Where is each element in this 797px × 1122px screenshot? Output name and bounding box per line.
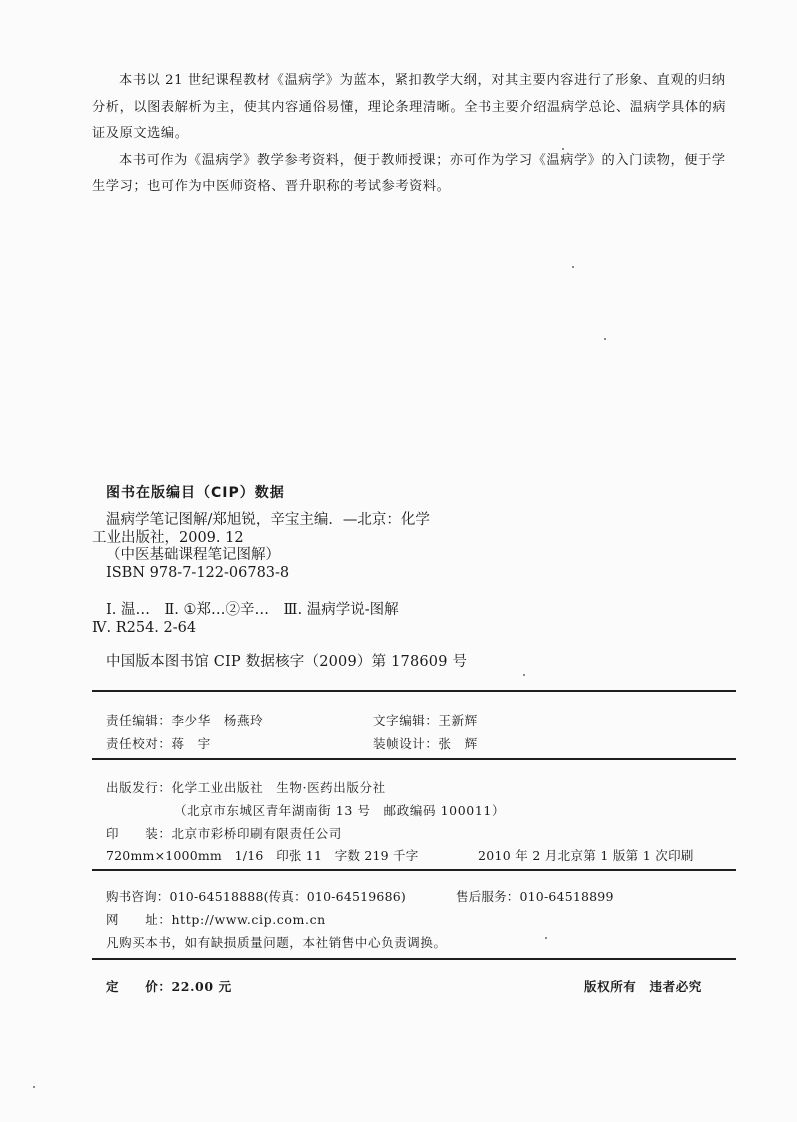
copyright-notice: 版权所有 违者必究 bbox=[584, 979, 702, 994]
proofreader: 责任校对：蒋 宇 bbox=[106, 736, 211, 751]
scan-speck bbox=[604, 338, 606, 340]
cip-title: 图书在版编目（CIP）数据 bbox=[106, 485, 285, 501]
divider-rule bbox=[92, 958, 736, 960]
scan-speck bbox=[572, 266, 574, 268]
cip-classification bbox=[92, 601, 399, 637]
divider-rule bbox=[92, 869, 736, 871]
after-sales-contact: 售后服务：010-64518899 bbox=[456, 889, 614, 904]
website-label: 网 址： bbox=[106, 912, 172, 927]
distribution: 出版发行：化学工业出版社 生物·医药出版分社 bbox=[106, 780, 386, 795]
designer: 装帧设计：张 辉 bbox=[373, 736, 478, 751]
cip-line-series: （中医基础课程笔记图解） bbox=[106, 547, 280, 563]
publisher-address: （北京市东城区青年湖南街 13 号 邮政编码 100011） bbox=[174, 803, 506, 818]
intro-paragraph-2: 本书可作为《温病学》教学参考资料，便于教师授课；亦可作为学习《温病学》的入门读物，便于学生学习；也可作为中医师资格、晋升职称的考试参考资料。 bbox=[92, 152, 726, 194]
cip-line-isbn: ISBN 978-7-122-06783-8 bbox=[106, 564, 290, 581]
cip-record-number: 中国版本图书馆 CIP 数据核字（2009）第 178609 号 bbox=[106, 654, 468, 670]
book-specs: 720mm×1000mm 1/16 印张 11 字数 219 千字 bbox=[106, 848, 419, 863]
price: 定 价：22.00 元 bbox=[106, 979, 232, 994]
edition-info: 2010 年 2 月北京第 1 版第 1 次印刷 bbox=[478, 848, 694, 863]
scan-speck bbox=[545, 937, 547, 939]
cip-record bbox=[92, 512, 430, 582]
divider-rule bbox=[92, 758, 736, 760]
scan-speck bbox=[33, 1086, 35, 1088]
intro-paragraph-1: 本书以 21 世纪课程教材《温病学》为蓝本，紧扣教学大纲，对其主要内容进行了形象、直观的归纳分析，以图表解析为主，使其内容通俗易懂，理论条理清晰。全书主要介绍温病学总论、温病学具体的病证及原文选编。 bbox=[92, 73, 727, 141]
website-row bbox=[106, 910, 326, 928]
scan-speck bbox=[523, 674, 525, 676]
purchase-contact: 购书咨询：010-64518888(传真：010-64519686) bbox=[106, 889, 406, 904]
website-link[interactable]: http://www.cip.com.cn bbox=[171, 912, 326, 927]
text-editor: 文字编辑：王新辉 bbox=[373, 713, 478, 728]
scan-speck bbox=[562, 148, 564, 150]
responsible-editor: 责任编辑：李少华 杨燕玲 bbox=[106, 713, 264, 728]
exchange-notice: 凡购买本书，如有缺损质量问题，本社销售中心负责调换。 bbox=[106, 935, 447, 950]
divider-rule bbox=[92, 690, 736, 692]
cip-line-publisher: 工业出版社，2009. 12 bbox=[92, 529, 244, 546]
cip-line-title: 温病学笔记图解/郑旭锐，辛宝主编．—北京：化学 bbox=[106, 512, 430, 528]
classification-line-2: Ⅳ. R254. 2-64 bbox=[92, 620, 197, 636]
printer: 印 装：北京市彩桥印刷有限责任公司 bbox=[106, 826, 342, 841]
classification-line-1: Ⅰ. 温… Ⅱ. ①郑…②辛… Ⅲ. 温病学说-图解 bbox=[106, 602, 399, 618]
intro-text bbox=[92, 68, 732, 201]
